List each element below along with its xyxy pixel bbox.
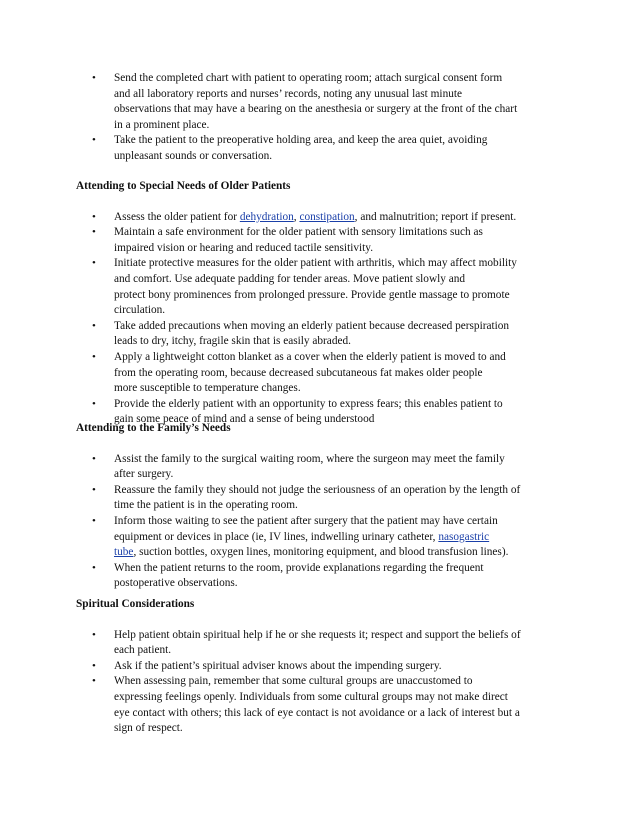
text-run: unpleasant sounds or conversation. [114,149,273,162]
text-line [114,118,576,134]
text-run: Ask if the patient’s spiritual adviser knows about the impending surgery. [114,659,442,672]
bullet-icon: • [92,675,96,688]
list-item [76,674,576,736]
text-line [114,350,576,366]
bullet-list [76,210,576,428]
text-run: Provide the elderly patient with an opportunity to express fears; this enables patient to [114,397,503,410]
text-line [114,498,576,514]
text-run: circulation. [114,304,166,317]
text-line [114,288,576,304]
text-line [114,721,576,737]
bullet-icon: • [92,257,96,270]
text-run: , suction bottles, oxygen lines, monitoring equipment, and blood transfusion lines). [133,546,509,559]
text-line [114,225,576,241]
text-run: observations that may have a bearing on the anesthesia or surgery at the front of the chart [114,103,518,116]
text-run: Maintain a safe environment for the older patient with sensory limitations such as [114,226,483,239]
list-item [76,71,576,133]
text-run: and comfort. Use adequate padding for tender areas. Move patient slowly and [114,272,466,285]
text-run: , [293,210,300,223]
list-item [76,452,576,483]
text-run: sign of respect. [114,722,183,735]
text-run: and all laboratory reports and nurses’ records, noting any unusual last minute [114,87,463,100]
text-run: Send the completed chart with patient to operating room; attach surgical consent form [114,72,503,84]
top-section [76,71,576,165]
text-run: in a prominent place. [114,118,210,131]
text-run: gain some peace of mind and a sense of being understood [114,413,375,426]
bullet-icon: • [92,514,96,527]
text-run: Take added precautions when moving an elderly patient because decreased perspiration [114,319,510,332]
bullet-icon: • [92,561,96,574]
bullet-icon: • [92,397,96,410]
text-run: time the patient is in the operating room. [114,499,298,512]
text-line [114,628,576,644]
text-line [114,545,576,561]
text-run: Assist the family to the surgical waiting room, where the surgeon may meet the family [114,452,505,465]
text-run: after surgery. [114,468,174,481]
text-run: postoperative observations. [114,577,238,590]
text-run: each patient. [114,644,172,657]
list-item [76,628,576,659]
text-line [114,397,576,413]
text-run: from the operating room, because decreased subcutaneous fat makes older people [114,366,483,379]
text-link[interactable]: constipation [299,210,355,223]
list-item [76,659,576,675]
bullet-icon: • [92,659,96,672]
text-line [114,133,576,149]
text-line [114,561,576,577]
list-item [76,514,576,561]
text-run: Inform those waiting to see the patient after surgery that the patient may have certain [114,514,498,527]
bullet-list [76,71,576,165]
older-patients-section [76,179,576,428]
text-line [114,71,576,87]
text-run: Initiate protective measures for the older patient with arthritis, which may affect mobility [114,257,517,270]
text-run: impaired vision or hearing and reduced tactile sensitivity. [114,241,374,254]
text-line [114,102,576,118]
list-item [76,483,576,514]
text-run: protect bony prominences from prolonged pressure. Provide gentle massage to promote [114,288,510,301]
text-line [114,674,576,690]
text-line [114,452,576,468]
bullet-icon: • [92,319,96,332]
text-run: expressing feelings openly. Individuals from some cultural groups may not make direct [114,690,508,703]
spiritual-section [76,597,576,737]
text-line [114,87,576,103]
text-link[interactable]: nasogastric [438,530,490,543]
text-line [114,576,576,592]
bullet-list [76,452,576,592]
text-line [114,256,576,272]
bullet-icon: • [92,483,96,496]
text-link[interactable]: tube [114,546,134,559]
list-item [76,225,576,256]
text-line [114,530,576,546]
text-line [114,241,576,257]
text-run: leads to dry, itchy, fragile skin that is easily abraded. [114,335,351,348]
list-item [76,350,576,397]
section-heading: Attending to Special Needs of Older Patients [76,180,291,192]
bullet-icon: • [92,452,96,465]
text-run: Apply a lightweight cotton blanket as a cover when the elderly patient is moved to and [114,350,506,363]
list-item [76,319,576,350]
text-run: Reassure the family they should not judge the seriousness of an operation by the length of [114,483,521,496]
text-run: , and malnutrition; report if present. [354,210,517,223]
text-line [114,210,576,226]
list-item [76,561,576,592]
text-line [114,514,576,530]
text-line [114,319,576,335]
text-line [114,706,576,722]
list-item [76,133,576,164]
bullet-icon: • [92,226,96,239]
text-line [114,149,576,165]
text-line [114,303,576,319]
text-run: Help patient obtain spiritual help if he or she requests it; respect and support the beliefs of [114,628,521,641]
bullet-icon: • [92,210,96,223]
text-run: more susceptible to temperature changes. [114,382,301,395]
list-item [76,256,576,318]
text-link[interactable]: dehydration [239,210,294,223]
text-line [114,381,576,397]
text-line [114,272,576,288]
text-run: equipment or devices in place (ie, IV lines, indwelling urinary catheter, [114,530,439,543]
text-line [114,467,576,483]
bullet-list [76,628,576,737]
text-line [114,366,576,382]
list-item [76,210,576,226]
text-line [114,483,576,499]
family-needs-section [76,421,576,592]
text-run: eye contact with others; this lack of eye contact is not avoidance or a lack of interest but a [114,706,520,719]
text-run: Assess the older patient for [114,210,240,223]
text-line [114,334,576,350]
text-line [114,643,576,659]
bullet-icon: • [92,628,96,641]
bullet-icon: • [92,72,96,84]
text-line [114,659,576,675]
text-run: When assessing pain, remember that some cultural groups are unaccustomed to [114,675,473,688]
text-run: Take the patient to the preoperative holding area, and keep the area quiet, avoiding [114,134,488,147]
text-run: When the patient returns to the room, provide explanations regarding the frequent [114,561,484,574]
section-heading: Spiritual Considerations [76,598,195,610]
bullet-icon: • [92,134,96,147]
text-line [114,690,576,706]
section-heading: Attending to the Family’s Needs [76,422,231,434]
bullet-icon: • [92,350,96,363]
